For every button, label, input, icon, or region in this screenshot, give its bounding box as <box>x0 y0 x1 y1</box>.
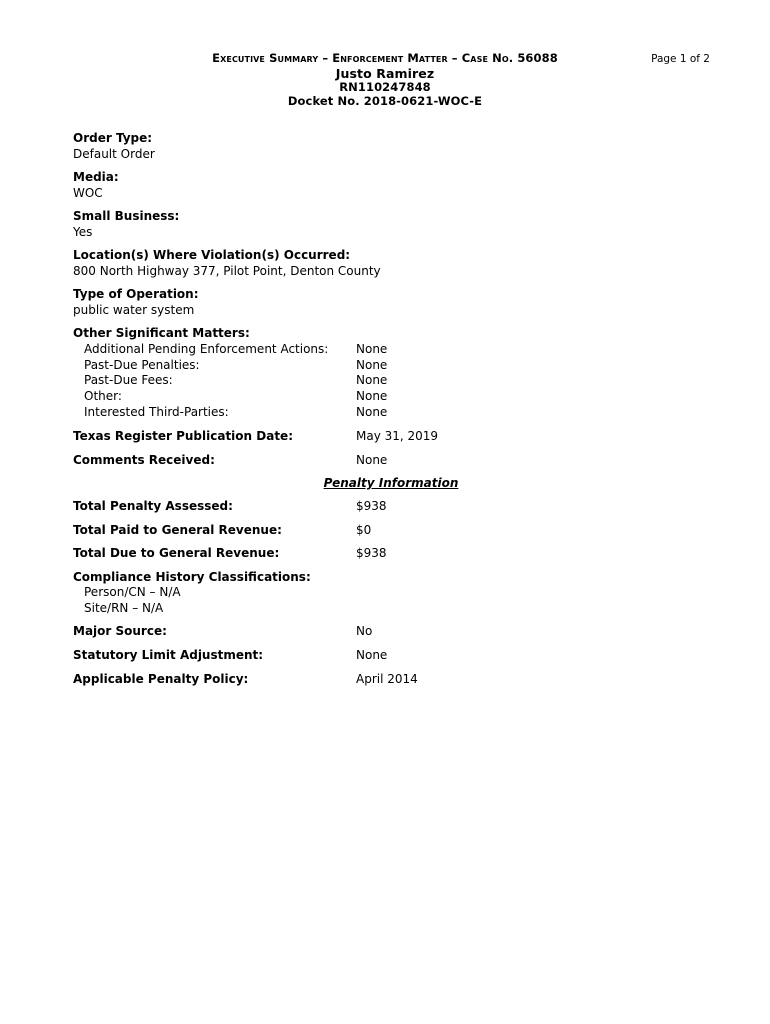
other-matter-label: Additional Pending Enforcement Actions: <box>84 342 329 356</box>
due-revenue-value: $938 <box>356 546 387 560</box>
small-business-value: Yes <box>73 225 93 239</box>
small-business-label: Small Business: <box>73 209 180 223</box>
penalty-assessed-label: Total Penalty Assessed: <box>73 499 233 513</box>
comments-value: None <box>356 453 388 467</box>
penalty-policy-value: April 2014 <box>356 672 418 686</box>
statutory-limit-value: None <box>356 648 388 662</box>
operation-value: public water system <box>73 303 195 317</box>
order-type-label: Order Type: <box>73 131 153 145</box>
media-value: WOC <box>73 186 103 200</box>
paid-revenue-value: $0 <box>356 523 372 537</box>
other-matters-label: Other Significant Matters: <box>73 326 250 340</box>
major-source-value: No <box>356 624 373 638</box>
paid-revenue-label: Total Paid to General Revenue: <box>73 523 282 537</box>
due-revenue-label: Total Due to General Revenue: <box>73 546 280 560</box>
respondent-name: Justo Ramirez <box>335 66 435 81</box>
penalty-assessed-value: $938 <box>356 499 387 513</box>
location-value: 800 North Highway 377, Pilot Point, Denton County <box>73 264 381 278</box>
docket-number: Docket No. 2018-0621-WOC-E <box>287 94 483 108</box>
publication-date-value: May 31, 2019 <box>356 429 439 443</box>
other-matter-label: Other: <box>84 389 122 403</box>
penalty-policy-label: Applicable Penalty Policy: <box>73 672 249 686</box>
other-matter-label: Past-Due Penalties: <box>84 358 200 372</box>
rn-number: RN110247848 <box>339 80 431 94</box>
other-matter-value: None <box>356 342 388 356</box>
other-matter-label: Interested Third-Parties: <box>84 405 229 419</box>
penalty-information-heading: Penalty Information <box>323 476 459 490</box>
other-matter-label: Past-Due Fees: <box>84 373 173 387</box>
location-label: Location(s) Where Violation(s) Occurred: <box>73 248 351 262</box>
other-matter-value: None <box>356 389 388 403</box>
compliance-history-label: Compliance History Classifications: <box>73 570 311 584</box>
operation-label: Type of Operation: <box>73 287 199 301</box>
summary-title-text: Executive Summary – Enforcement Matter – Case No. 56088 <box>212 51 558 65</box>
other-matter-value: None <box>356 405 388 419</box>
media-label: Media: <box>73 170 119 184</box>
order-type-value: Default Order <box>73 147 155 161</box>
publication-date-label: Texas Register Publication Date: <box>73 429 293 443</box>
page-number: Page 1 of 2 <box>651 53 710 65</box>
statutory-limit-label: Statutory Limit Adjustment: <box>73 648 264 662</box>
other-matter-value: None <box>356 358 388 372</box>
other-matter-value: None <box>356 373 388 387</box>
major-source-label: Major Source: <box>73 624 167 638</box>
comments-label: Comments Received: <box>73 453 215 467</box>
person-cn-classification: Person/CN – N/A <box>84 585 181 599</box>
site-rn-classification: Site/RN – N/A <box>84 601 164 615</box>
